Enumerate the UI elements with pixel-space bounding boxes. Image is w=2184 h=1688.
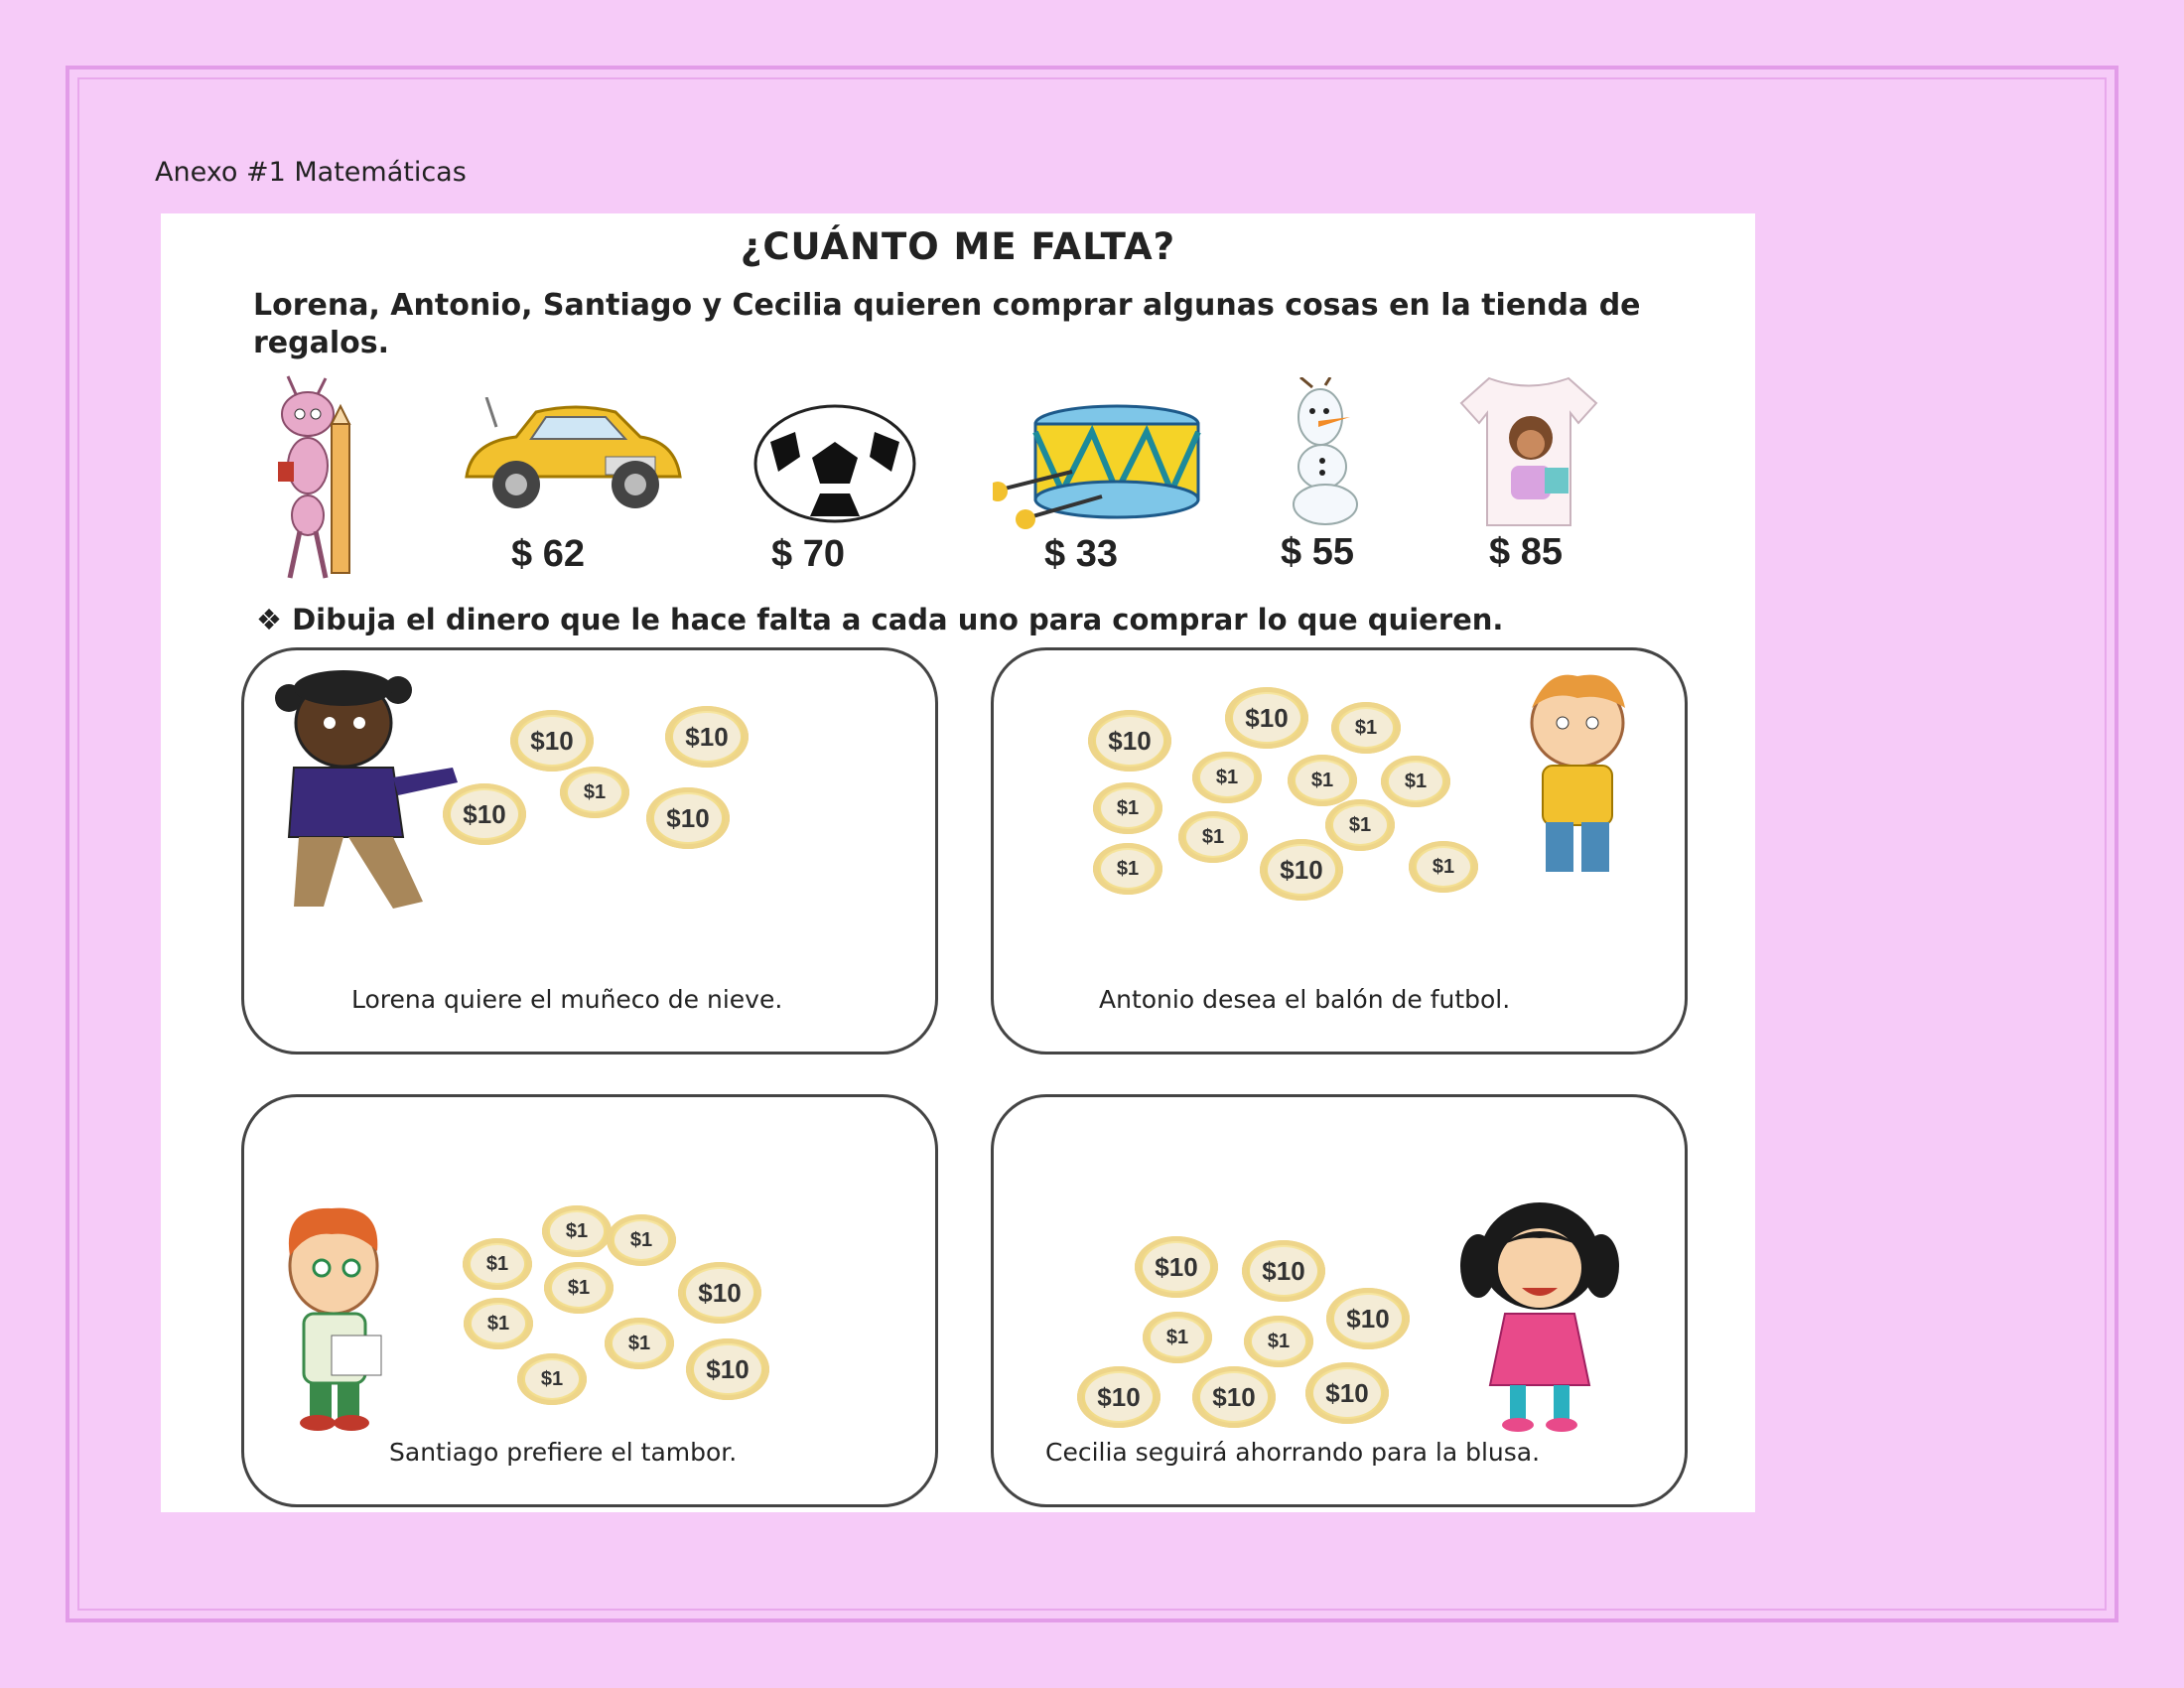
coin-value: $1 bbox=[552, 1269, 606, 1307]
coin bbox=[665, 706, 749, 768]
cecilia-image bbox=[1460, 1196, 1619, 1435]
child-box-cecilia bbox=[991, 1094, 1688, 1507]
drum-image bbox=[993, 402, 1201, 531]
annex-label: Anexo #1 Matemáticas bbox=[155, 157, 467, 188]
coin-value: $10 bbox=[1143, 1243, 1210, 1291]
coin-value: $1 bbox=[1186, 818, 1240, 856]
caption-cecilia: Cecilia seguirá ahorrando para la blusa. bbox=[1045, 1438, 1541, 1467]
child-box-lorena bbox=[241, 647, 938, 1055]
coin-value: $10 bbox=[654, 794, 722, 842]
coin bbox=[1326, 1288, 1410, 1349]
coin bbox=[1135, 1236, 1218, 1298]
coin bbox=[1077, 1366, 1160, 1428]
worksheet-title: ¿CUÁNTO ME FALTA? bbox=[740, 225, 1176, 268]
coin-value: $1 bbox=[1333, 806, 1387, 844]
coin-value: $10 bbox=[694, 1345, 761, 1393]
price-ball: $ 70 bbox=[771, 533, 845, 575]
coin bbox=[678, 1262, 761, 1324]
coin-value: $10 bbox=[1313, 1369, 1381, 1417]
soccer-ball-image bbox=[751, 402, 919, 531]
coin-value: $1 bbox=[1296, 762, 1349, 799]
coin bbox=[1093, 782, 1162, 834]
coin bbox=[544, 1262, 614, 1314]
coin bbox=[517, 1353, 587, 1405]
santiago-image bbox=[262, 1196, 411, 1435]
snowman-image bbox=[1271, 377, 1380, 526]
ant-pencil-image bbox=[260, 374, 379, 583]
caption-lorena: Lorena quiere el muñeco de nieve. bbox=[351, 985, 783, 1014]
coin bbox=[1192, 1366, 1276, 1428]
coin-value: $1 bbox=[614, 1221, 668, 1259]
caption-santiago: Santiago prefiere el tambor. bbox=[389, 1438, 738, 1467]
coin-value: $10 bbox=[1200, 1373, 1268, 1421]
coin-value: $10 bbox=[1085, 1373, 1153, 1421]
lorena-image bbox=[264, 668, 463, 916]
coin-value: $1 bbox=[613, 1325, 666, 1362]
coin bbox=[1192, 752, 1262, 803]
coin bbox=[1242, 1240, 1325, 1302]
worksheet bbox=[161, 213, 1755, 1512]
coin bbox=[686, 1338, 769, 1400]
coin-value: $1 bbox=[1200, 759, 1254, 796]
price-drum: $ 33 bbox=[1044, 533, 1118, 575]
coin-value: $1 bbox=[550, 1212, 604, 1250]
coin-value: $10 bbox=[1334, 1295, 1402, 1342]
coin-value: $1 bbox=[1151, 1319, 1204, 1356]
coin-value: $1 bbox=[568, 774, 621, 811]
coin bbox=[464, 1298, 533, 1349]
coin bbox=[605, 1318, 674, 1369]
coin-value: $1 bbox=[1252, 1323, 1305, 1360]
coin bbox=[1288, 755, 1357, 806]
coin-value: $1 bbox=[1389, 763, 1442, 800]
coin-value: $10 bbox=[1268, 846, 1335, 894]
coin-value: $10 bbox=[686, 1269, 753, 1317]
coin-value: $10 bbox=[673, 713, 741, 761]
coin bbox=[560, 767, 629, 818]
coin bbox=[1260, 839, 1343, 901]
coin bbox=[1093, 843, 1162, 895]
coin bbox=[1331, 702, 1401, 754]
coin-value: $1 bbox=[1101, 850, 1155, 888]
coin bbox=[1409, 841, 1478, 893]
coin bbox=[607, 1214, 676, 1266]
coin-value: $10 bbox=[1096, 717, 1163, 765]
coin-value: $1 bbox=[1417, 848, 1470, 886]
coin bbox=[1143, 1312, 1212, 1363]
coin bbox=[1305, 1362, 1389, 1424]
car-image bbox=[457, 397, 685, 516]
price-snowman: $ 55 bbox=[1281, 531, 1354, 573]
coin-value: $1 bbox=[1339, 709, 1393, 747]
worksheet-intro: Lorena, Antonio, Santiago y Cecilia quieren comprar algunas cosas en la tienda de regalos. bbox=[253, 288, 1641, 360]
coin-value: $10 bbox=[451, 790, 518, 838]
coin bbox=[463, 1238, 532, 1290]
coin-value: $10 bbox=[518, 717, 586, 765]
coin bbox=[443, 783, 526, 845]
coin-value: $10 bbox=[1233, 694, 1300, 742]
coin bbox=[1381, 756, 1450, 807]
coin-value: $1 bbox=[472, 1305, 525, 1342]
worksheet-instruction: ❖ Dibuja el dinero que le hace falta a cada uno para comprar lo que quieren. bbox=[256, 603, 1504, 636]
coin bbox=[1225, 687, 1308, 749]
blouse-image bbox=[1459, 368, 1598, 527]
coin bbox=[542, 1205, 612, 1257]
caption-antonio: Antonio desea el balón de futbol. bbox=[1099, 985, 1511, 1014]
child-box-santiago bbox=[241, 1094, 938, 1507]
coin bbox=[646, 787, 730, 849]
coin-value: $1 bbox=[471, 1245, 524, 1283]
coin-value: $1 bbox=[1101, 789, 1155, 827]
coin-value: $1 bbox=[525, 1360, 579, 1398]
coin-value: $10 bbox=[1250, 1247, 1317, 1295]
coin bbox=[1325, 799, 1395, 851]
coin bbox=[1088, 710, 1171, 772]
price-blouse: $ 85 bbox=[1489, 531, 1563, 573]
price-car: $ 62 bbox=[511, 533, 585, 575]
child-box-antonio bbox=[991, 647, 1688, 1055]
coin bbox=[1178, 811, 1248, 863]
coin bbox=[510, 710, 594, 772]
coin bbox=[1244, 1316, 1313, 1367]
antonio-image bbox=[1508, 668, 1647, 887]
